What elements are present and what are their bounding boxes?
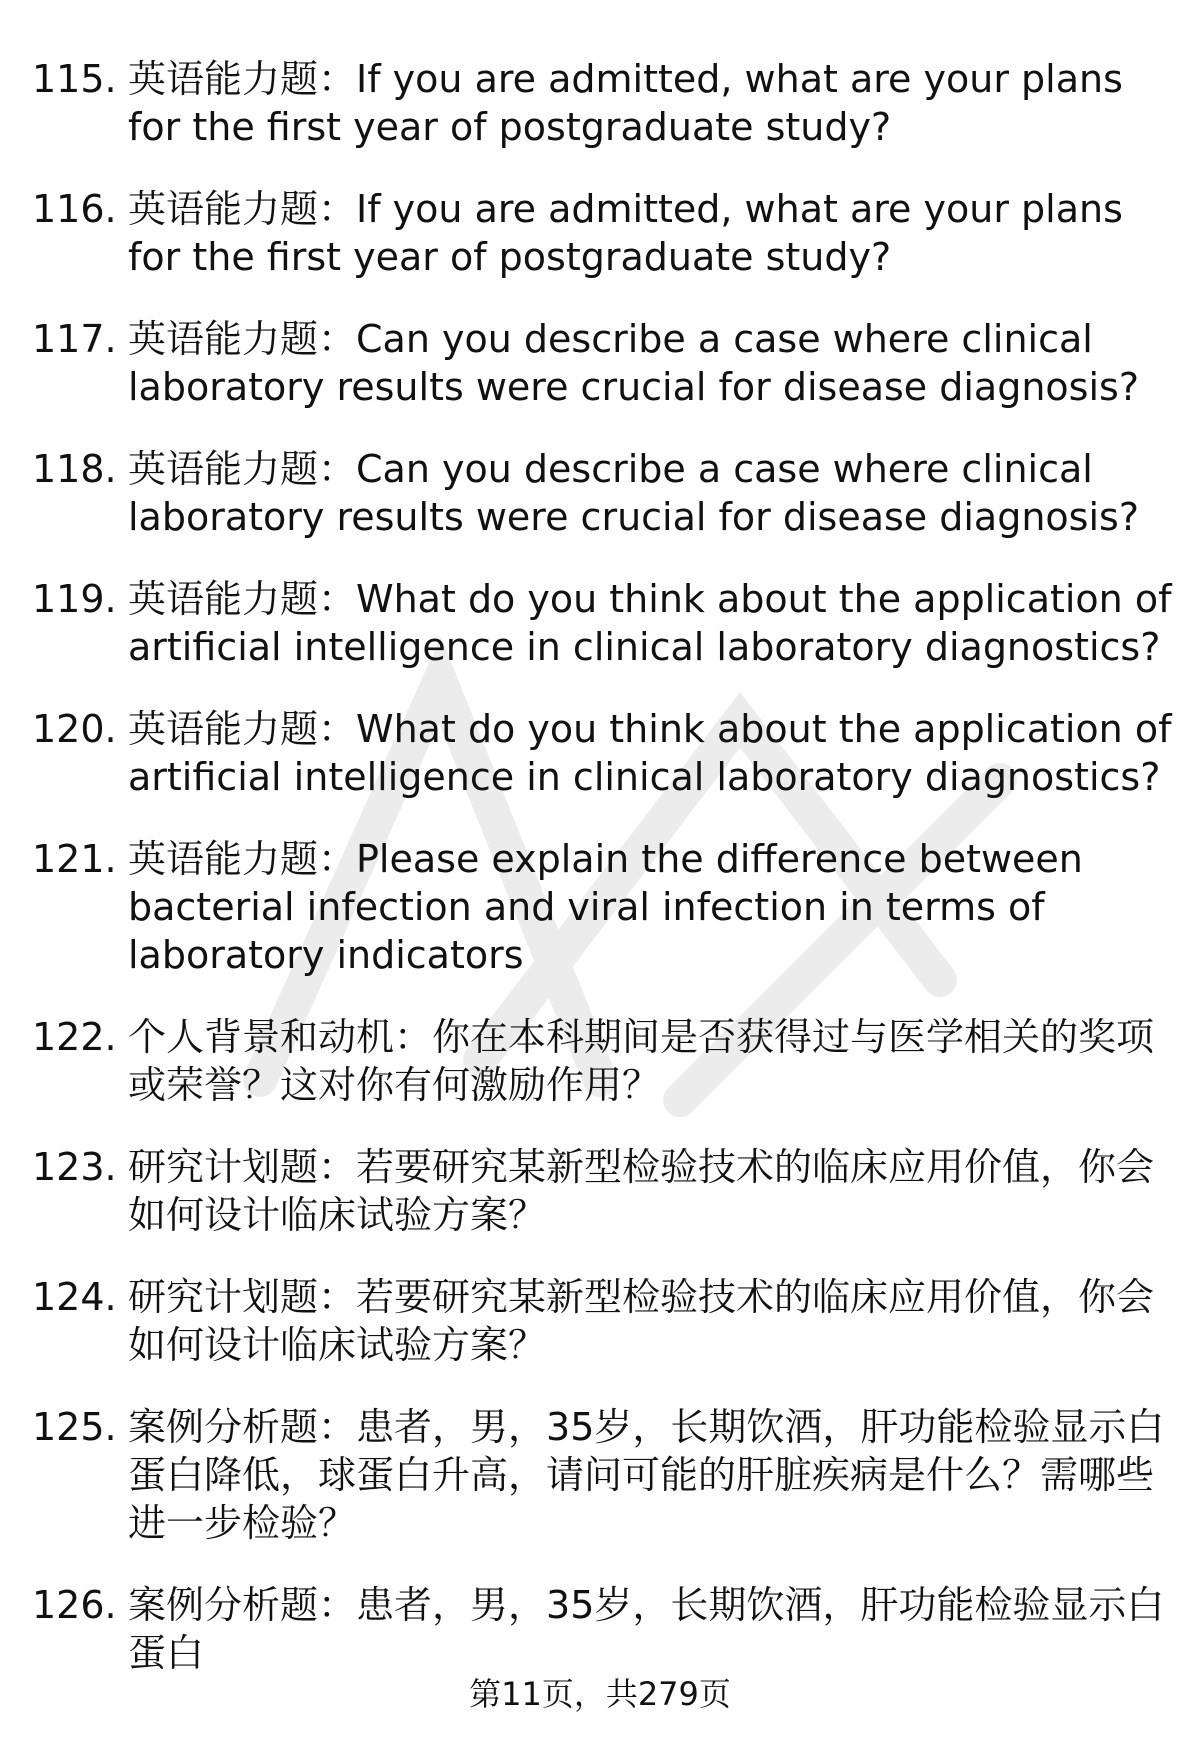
question-number: 117. bbox=[32, 317, 117, 361]
question-content bbox=[128, 1143, 1182, 1239]
question-item bbox=[32, 1403, 1182, 1547]
question-number: 126. bbox=[32, 1583, 117, 1627]
question-text: Can you describe a case where clinical laboratory results were crucial for disease diagnosis? bbox=[128, 317, 1139, 409]
question-number: 115. bbox=[32, 57, 117, 101]
question-category: 研究计划题： bbox=[128, 1275, 357, 1319]
question-category: 英语能力题： bbox=[128, 317, 357, 361]
question-category: 案例分析题： bbox=[128, 1405, 357, 1449]
question-item bbox=[32, 1013, 1182, 1109]
question-text: What do you think about the application of artificial intelligence in clinical laboratory diagnostics? bbox=[128, 577, 1172, 669]
question-text: Please explain the difference between bacterial infection and viral infection in terms of laboratory indicators bbox=[128, 837, 1083, 977]
question-number: 122. bbox=[32, 1015, 117, 1059]
question-item bbox=[32, 575, 1182, 671]
question-text: 你在本科期间是否获得过与医学相关的奖项或荣誉？这对你有何激励作用？ bbox=[128, 1015, 1155, 1107]
question-category: 个人背景和动机： bbox=[128, 1015, 433, 1059]
question-number: 116. bbox=[32, 187, 117, 231]
question-number: 120. bbox=[32, 707, 117, 751]
question-content bbox=[128, 1013, 1182, 1109]
question-item bbox=[32, 835, 1182, 979]
question-text: If you are admitted, what are your plans for the first year of postgraduate study? bbox=[128, 57, 1123, 149]
question-category: 英语能力题： bbox=[128, 447, 357, 491]
question-item bbox=[32, 1581, 1182, 1677]
question-category: 英语能力题： bbox=[128, 57, 357, 101]
question-number: 125. bbox=[32, 1405, 117, 1449]
question-text: 患者，男，35岁，长期饮酒，肝功能检验显示白蛋白 bbox=[128, 1583, 1165, 1675]
question-number: 118. bbox=[32, 447, 117, 491]
question-item bbox=[32, 315, 1182, 411]
question-item bbox=[32, 1143, 1182, 1239]
question-number: 121. bbox=[32, 837, 117, 881]
question-content bbox=[128, 1403, 1182, 1547]
question-content bbox=[128, 835, 1182, 979]
question-text: 若要研究某新型检验技术的临床应用价值，你会如何设计临床试验方案？ bbox=[128, 1275, 1155, 1367]
question-content bbox=[128, 575, 1182, 671]
question-text: If you are admitted, what are your plans for the first year of postgraduate study? bbox=[128, 187, 1123, 279]
question-content bbox=[128, 445, 1182, 541]
question-content bbox=[128, 315, 1182, 411]
question-text: 若要研究某新型检验技术的临床应用价值，你会如何设计临床试验方案？ bbox=[128, 1145, 1155, 1237]
question-item bbox=[32, 185, 1182, 281]
question-content bbox=[128, 185, 1182, 281]
question-number: 119. bbox=[32, 577, 117, 621]
question-content bbox=[128, 1581, 1182, 1677]
question-category: 研究计划题： bbox=[128, 1145, 357, 1189]
question-content bbox=[128, 55, 1182, 151]
question-text: 患者，男，35岁，长期饮酒，肝功能检验显示白蛋白降低，球蛋白升高，请问可能的肝脏疾病是什么？需哪些进一步检验？ bbox=[128, 1405, 1165, 1545]
question-content bbox=[128, 705, 1182, 801]
question-category: 英语能力题： bbox=[128, 187, 357, 231]
page-footer bbox=[0, 1672, 1200, 1716]
question-category: 英语能力题： bbox=[128, 707, 357, 751]
question-text: What do you think about the application of artificial intelligence in clinical laboratory diagnostics? bbox=[128, 707, 1172, 799]
question-item bbox=[32, 445, 1182, 541]
question-category: 案例分析题： bbox=[128, 1583, 357, 1627]
question-item bbox=[32, 1273, 1182, 1369]
question-category: 英语能力题： bbox=[128, 837, 357, 881]
question-number: 123. bbox=[32, 1145, 117, 1189]
question-category: 英语能力题： bbox=[128, 577, 357, 621]
question-number: 124. bbox=[32, 1275, 117, 1319]
question-list bbox=[32, 55, 1182, 1711]
question-item bbox=[32, 705, 1182, 801]
question-content bbox=[128, 1273, 1182, 1369]
question-item bbox=[32, 55, 1182, 151]
page-number-label: 第11页，共279页 bbox=[469, 1675, 731, 1713]
question-text: Can you describe a case where clinical laboratory results were crucial for disease diagnosis? bbox=[128, 447, 1139, 539]
